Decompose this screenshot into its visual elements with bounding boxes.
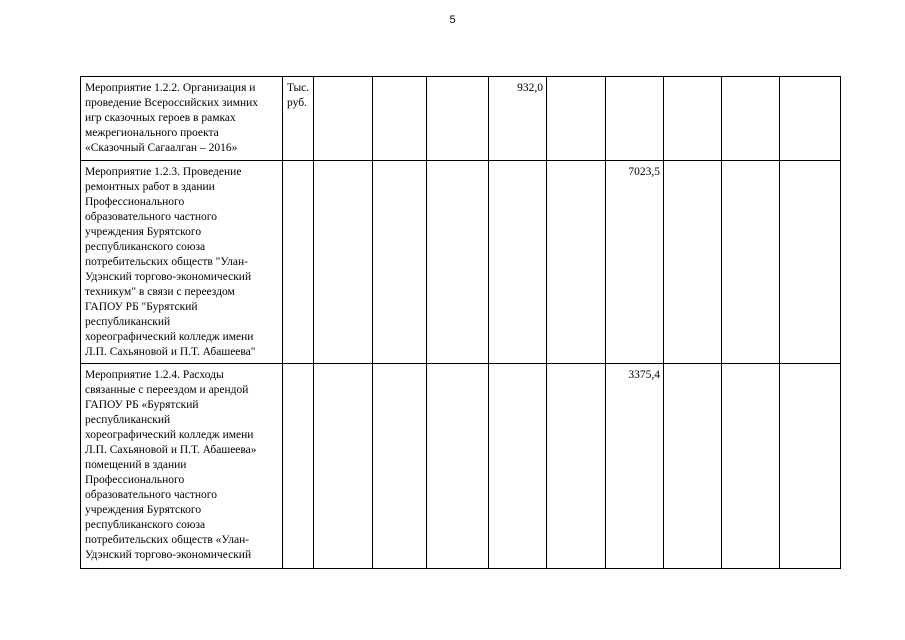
value-cell — [547, 364, 606, 569]
value-cell — [427, 161, 489, 364]
value-cell — [664, 161, 722, 364]
table-row — [81, 161, 841, 364]
unit-cell: Тыс. руб. — [283, 77, 314, 161]
unit-cell — [283, 161, 314, 364]
value-cell: 7023,5 — [606, 161, 664, 364]
value-cell: 3375,4 — [606, 364, 664, 569]
unit-cell — [283, 364, 314, 569]
value-cell — [780, 77, 841, 161]
value-cell — [427, 364, 489, 569]
value-cell — [489, 161, 547, 364]
budget-table — [80, 76, 841, 569]
value-cell: 932,0 — [489, 77, 547, 161]
table-row — [81, 364, 841, 569]
value-cell — [373, 364, 427, 569]
value-cell — [780, 364, 841, 569]
table-row — [81, 77, 841, 161]
value-cell — [547, 161, 606, 364]
value-cell — [722, 161, 780, 364]
value-cell — [489, 364, 547, 569]
value-cell — [780, 161, 841, 364]
value-cell — [373, 77, 427, 161]
activity-description: Мероприятие 1.2.4. Расходы связанные с переездом и арендой ГАПОУ РБ «Бурятский республиканский хореографический колледж имени Л.П. Сахьяновой и П.Т. Абашеева» помещений в здании Профессионального образовательного частного учреждения Бурятского республиканского союза потребительских обществ «Улан- Удэнский торгово-экономический — [81, 364, 283, 569]
value-cell — [664, 364, 722, 569]
activity-description: Мероприятие 1.2.3. Проведение ремонтных работ в здании Профессионального образовательного частного учреждения Бурятского республиканского союза потребительских обществ "Улан- Удэнский торгово-экономический техникум" в связи с переездом ГАПОУ РБ "Бурятский республиканский хореографический колледж имени Л.П. Сахьяновой и П.Т. Абашеева" — [81, 161, 283, 364]
value-cell — [547, 77, 606, 161]
value-cell — [664, 77, 722, 161]
page-number: 5 — [449, 14, 456, 26]
value-cell — [314, 77, 373, 161]
value-cell — [314, 364, 373, 569]
value-cell — [427, 77, 489, 161]
value-cell — [606, 77, 664, 161]
value-cell — [722, 364, 780, 569]
value-cell — [314, 161, 373, 364]
activity-description: Мероприятие 1.2.2. Организация и проведение Всероссийских зимних игр сказочных героев в рамках межрегионального проекта «Сказочный Сагаалган – 2016» — [81, 77, 283, 161]
value-cell — [722, 77, 780, 161]
value-cell — [373, 161, 427, 364]
